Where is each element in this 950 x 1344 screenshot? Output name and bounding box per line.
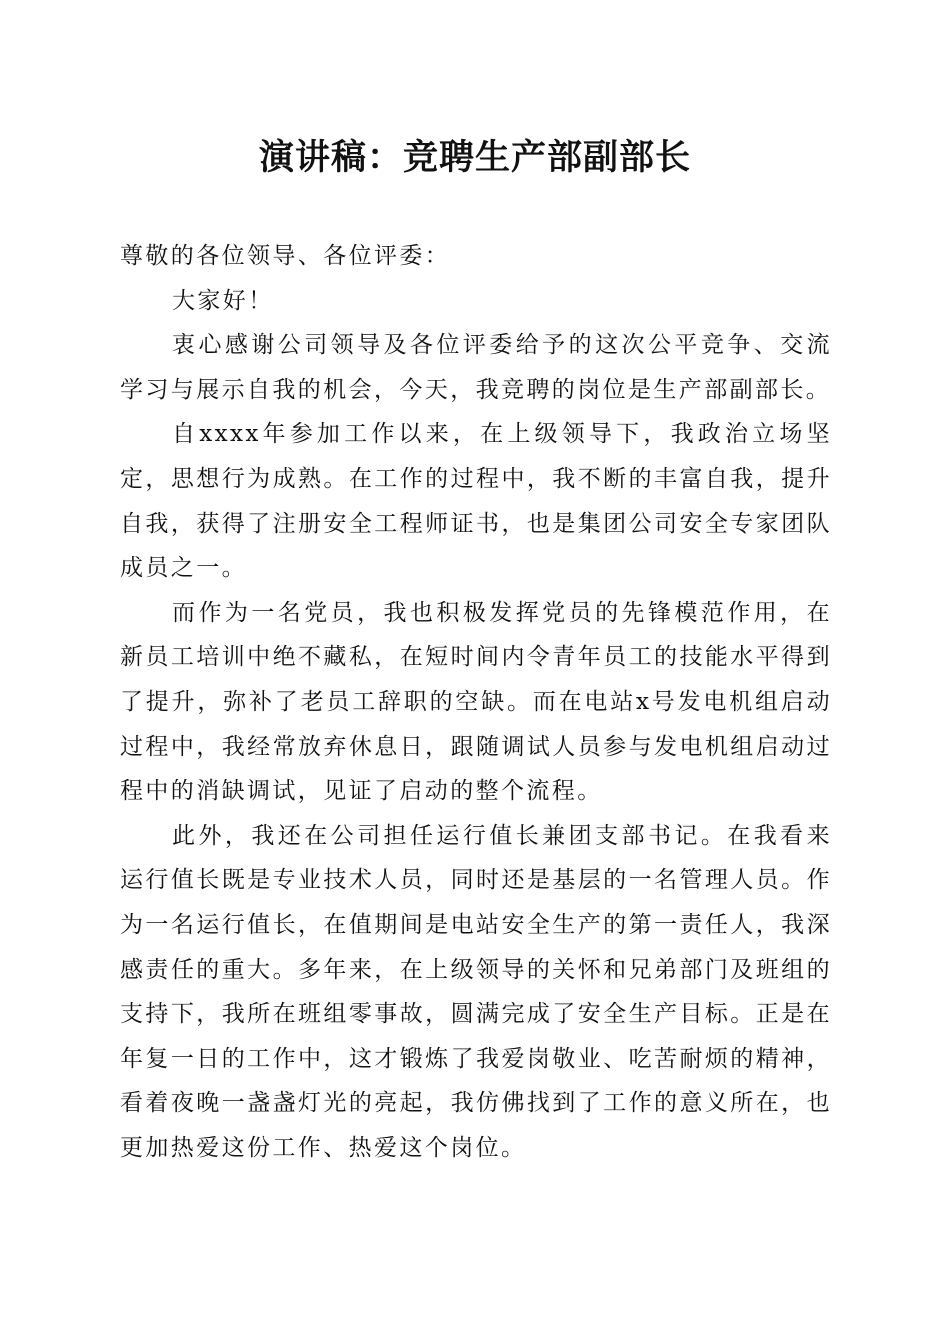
paragraph-greeting: 大家好！ — [172, 287, 274, 314]
document-title: 演讲稿：竞聘生产部副部长 — [258, 137, 691, 178]
paragraph-shift-supervisor: 此外，我还在公司担任运行值长兼团支部书记。在我看来运行值长既是专业技术人员，同时还是基层的一名管理人员。作为一名运行值长，在值期间是电站安全生产的第一责任人，我深感责任的重大。多年来，在上级领导的关怀和兄弟部门及班组的支持下，我所在班组零事故，圆满完成了安全生产目标。正是在年复一日的工作中，这才锻炼了我爱岗敬业、吃苦耐烦的精神，看着夜晚一盏盏灯光的亮起，我仿佛找到了工作的意义所在，也更加热爱这份工作、热爱这个岗位。 — [120, 822, 832, 1161]
paragraph-thanks: 衷心感谢公司领导及各位评委给予的这次公平竞争、交流学习与展示自我的机会，今天，我竞聘的岗位是生产部副部长。 — [120, 332, 832, 403]
paragraph-work-history: 自xxxx年参加工作以来，在上级领导下，我政治立场坚定，思想行为成熟。在工作的过程中，我不断的丰富自我，提升自我，获得了注册安全工程师证书，也是集团公司安全专家团队成员之一。 — [120, 421, 832, 582]
salutation: 尊敬的各位领导、各位评委： — [120, 243, 451, 269]
paragraph-party-member: 而作为一名党员，我也积极发挥党员的先锋模范作用，在新员工培训中绝不藏私，在短时间内令青年员工的技能水平得到了提升，弥补了老员工辞职的空缺。而在电站x号发电机组启动过程中，我经常放弃休息日，跟随调试人员参与发电机组启动过程中的消缺调试，见证了启动的整个流程。 — [120, 599, 832, 805]
document-body — [120, 234, 832, 1170]
